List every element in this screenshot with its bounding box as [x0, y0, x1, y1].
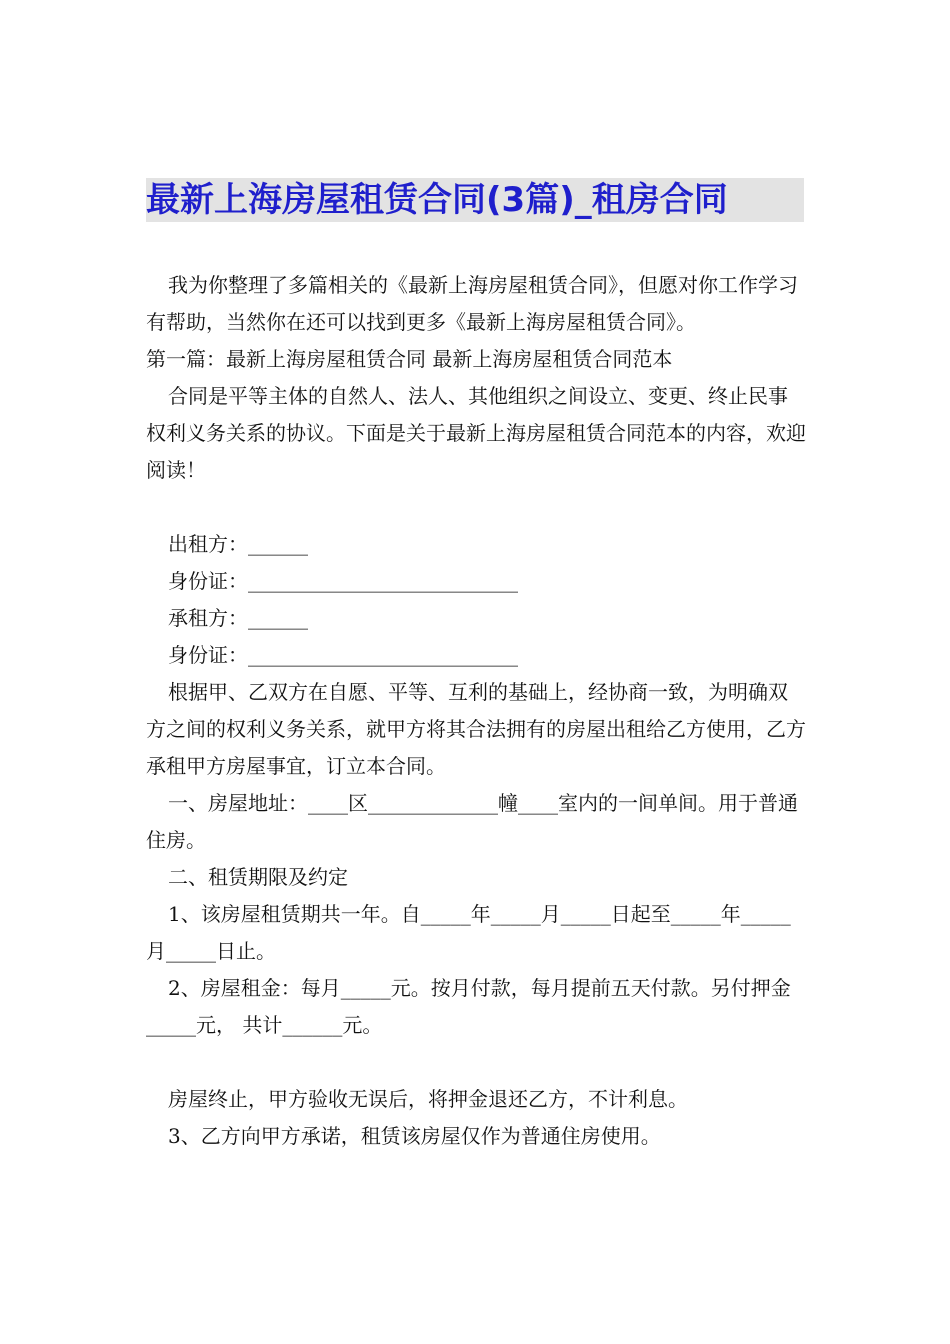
lessee-field: 承租方：______	[168, 606, 308, 630]
clause-term-heading: 二、租赁期限及约定	[168, 865, 348, 889]
intro-paragraph: 我为你整理了多篇相关的《最新上海房屋租赁合同》，但愿对你工作学习有帮助，当然你在还可以找到更多《最新上海房屋租赁合同》。	[146, 273, 798, 334]
clause-deposit-return: 房屋终止，甲方验收无误后，将押金退还乙方，不计利息。	[168, 1087, 688, 1111]
document-body	[146, 267, 806, 1155]
document-title: 最新上海房屋租赁合同(3篇)_租房合同	[146, 178, 804, 222]
section-heading-1: 第一篇：最新上海房屋租赁合同 最新上海房屋租赁合同范本	[146, 347, 673, 371]
clause-address: 一、房屋地址：____区_____________幢____室内的一间单间。用于普通住房。	[146, 791, 798, 852]
clause-rent: 2、房屋租金：每月_____元。按月付款，每月提前五天付款。另付押金_____元， 共计______元。	[146, 976, 791, 1037]
spacer	[146, 489, 806, 526]
lessee-id-field: 身份证：___________________________	[168, 643, 518, 667]
lessor-id-field: 身份证：___________________________	[168, 569, 518, 593]
spacer	[146, 1044, 806, 1081]
lessor-field: 出租方：______	[168, 532, 308, 556]
agreement-basis-paragraph: 根据甲、乙双方在自愿、平等、互利的基础上，经协商一致，为明确双方之间的权利义务关系，就甲方将其合法拥有的房屋出租给乙方使用，乙方承租甲方房屋事宜，订立本合同。	[146, 680, 806, 778]
clause-usage-promise: 3、乙方向甲方承诺，租赁该房屋仅作为普通住房使用。	[168, 1124, 661, 1148]
clause-term-period: 1、该房屋租赁期共一年。自_____年_____月_____日起至_____年_____月_____日止。	[146, 902, 791, 963]
contract-intro-paragraph: 合同是平等主体的自然人、法人、其他组织之间设立、变更、终止民事权利义务关系的协议。下面是关于最新上海房屋租赁合同范本的内容，欢迎阅读！	[146, 384, 806, 482]
